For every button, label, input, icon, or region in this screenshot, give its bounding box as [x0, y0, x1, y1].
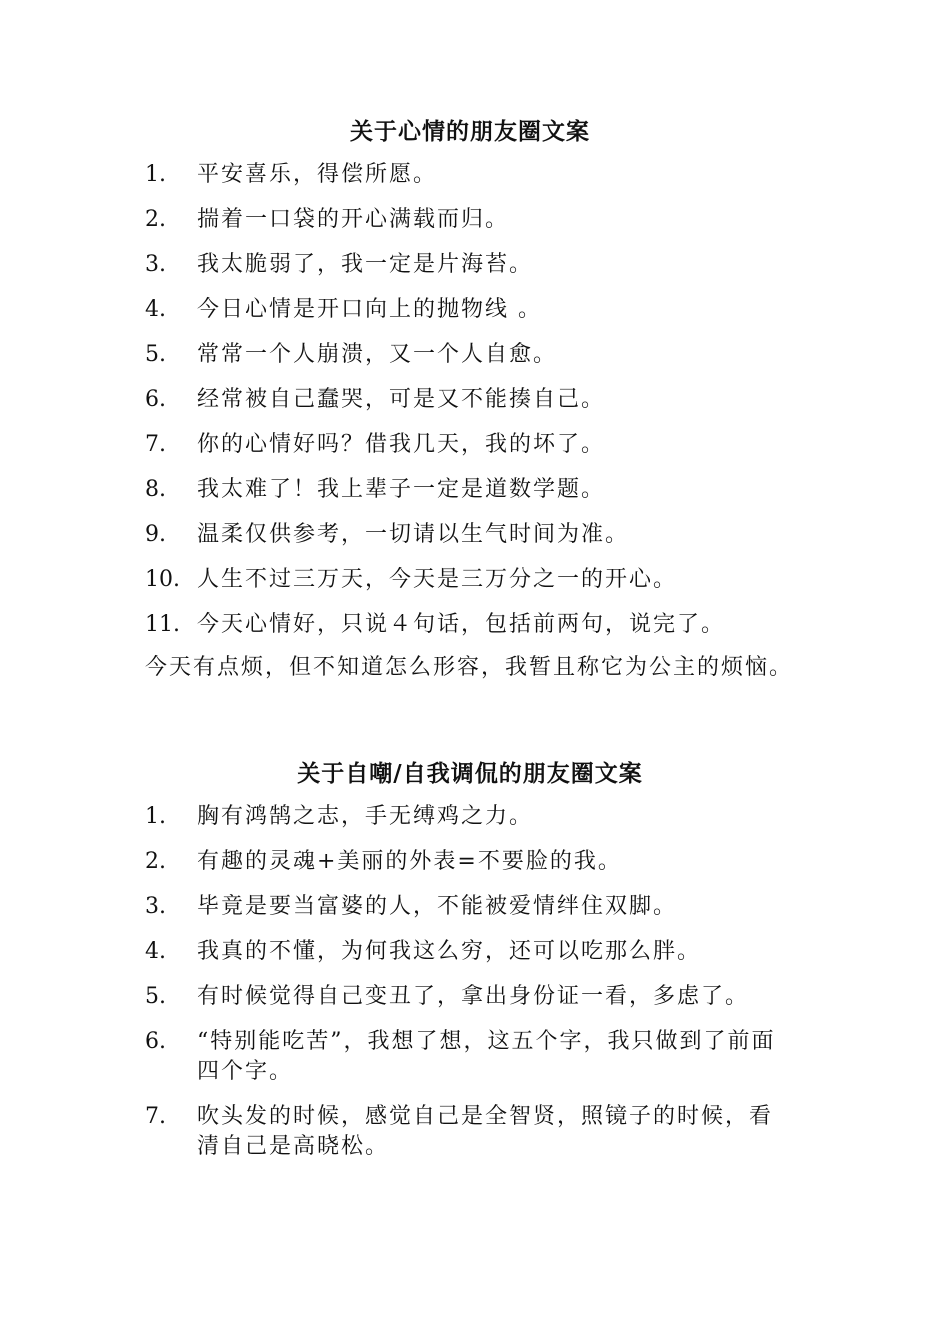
section-title: 关于自嘲/自我调侃的朋友圈文案	[297, 761, 643, 787]
item-number: 2.	[145, 207, 166, 232]
list-item	[145, 1027, 795, 1087]
item-number: 3.	[145, 252, 166, 277]
list-item	[145, 610, 795, 640]
item-text: 今天心情好，只说４句话，包括前两句，说完了。	[197, 612, 726, 637]
list-item	[145, 250, 795, 280]
list-item	[145, 802, 795, 832]
closing-paragraph: 今天有点烦，但不知道怎么形容，我暂且称它为公主的烦恼。	[145, 655, 794, 680]
list-item	[145, 982, 795, 1012]
list-item	[145, 160, 795, 190]
item-text: 胸有鸿鹄之志，手无缚鸡之力。	[197, 804, 534, 829]
item-number: 3.	[145, 894, 166, 919]
item-text: 毕竟是要当富婆的人，不能被爱情绊住双脚。	[197, 894, 678, 919]
section-mood	[145, 116, 795, 683]
item-number: 7.	[145, 432, 166, 457]
item-text: “特别能吃苦”，我想了想，这五个字，我只做到了前面四个字。	[197, 1029, 776, 1084]
list-item	[145, 385, 795, 415]
item-text: 你的心情好吗？借我几天，我的坏了。	[197, 432, 606, 457]
item-text: 今日心情是开口向上的抛物线 。	[197, 297, 542, 322]
item-text: 我真的不懂，为何我这么穷，还可以吃那么胖。	[197, 939, 702, 964]
list-item	[145, 937, 795, 967]
item-list	[145, 802, 795, 1162]
item-number: 8.	[145, 477, 166, 502]
item-text: 吹头发的时候，感觉自己是全智贤，照镜子的时候，看清自己是高晓松。	[197, 1104, 774, 1159]
item-number: 4.	[145, 939, 166, 964]
item-list	[145, 160, 795, 640]
list-item	[145, 205, 795, 235]
item-number: 11.	[145, 612, 180, 637]
section-self-mockery	[145, 758, 795, 1177]
list-item	[145, 565, 795, 595]
item-text: 常常一个人崩溃，又一个人自愈。	[197, 342, 558, 367]
item-number: 6.	[145, 387, 166, 412]
item-text: 经常被自己蠢哭，可是又不能揍自己。	[197, 387, 606, 412]
item-number: 4.	[145, 297, 166, 322]
item-text: 我太难了！我上辈子一定是道数学题。	[197, 477, 606, 502]
list-item	[145, 475, 795, 505]
list-item	[145, 295, 795, 325]
list-item	[145, 520, 795, 550]
list-item	[145, 340, 795, 370]
item-text: 揣着一口袋的开心满载而归。	[197, 207, 510, 232]
list-item	[145, 892, 795, 922]
item-number: 7.	[145, 1104, 166, 1129]
item-text: 平安喜乐，得偿所愿。	[197, 162, 438, 187]
item-text: 有趣的灵魂+美丽的外表=不要脸的我。	[197, 849, 622, 874]
item-number: 1.	[145, 162, 166, 187]
item-number: 6.	[145, 1029, 166, 1054]
item-text: 人生不过三万天，今天是三万分之一的开心。	[197, 567, 678, 592]
list-item	[145, 847, 795, 877]
item-number: 2.	[145, 849, 166, 874]
item-text: 温柔仅供参考，一切请以生气时间为准。	[197, 522, 630, 547]
item-number: 5.	[145, 342, 166, 367]
list-item	[145, 430, 795, 460]
item-number: 9.	[145, 522, 166, 547]
item-number: 1.	[145, 804, 166, 829]
item-number: 5.	[145, 984, 166, 1009]
section-title: 关于心情的朋友圈文案	[350, 119, 590, 145]
item-text: 我太脆弱了，我一定是片海苔。	[197, 252, 534, 277]
item-number: 10.	[145, 567, 180, 592]
item-text: 有时候觉得自己变丑了，拿出身份证一看，多虑了。	[197, 984, 750, 1009]
list-item	[145, 1102, 795, 1162]
